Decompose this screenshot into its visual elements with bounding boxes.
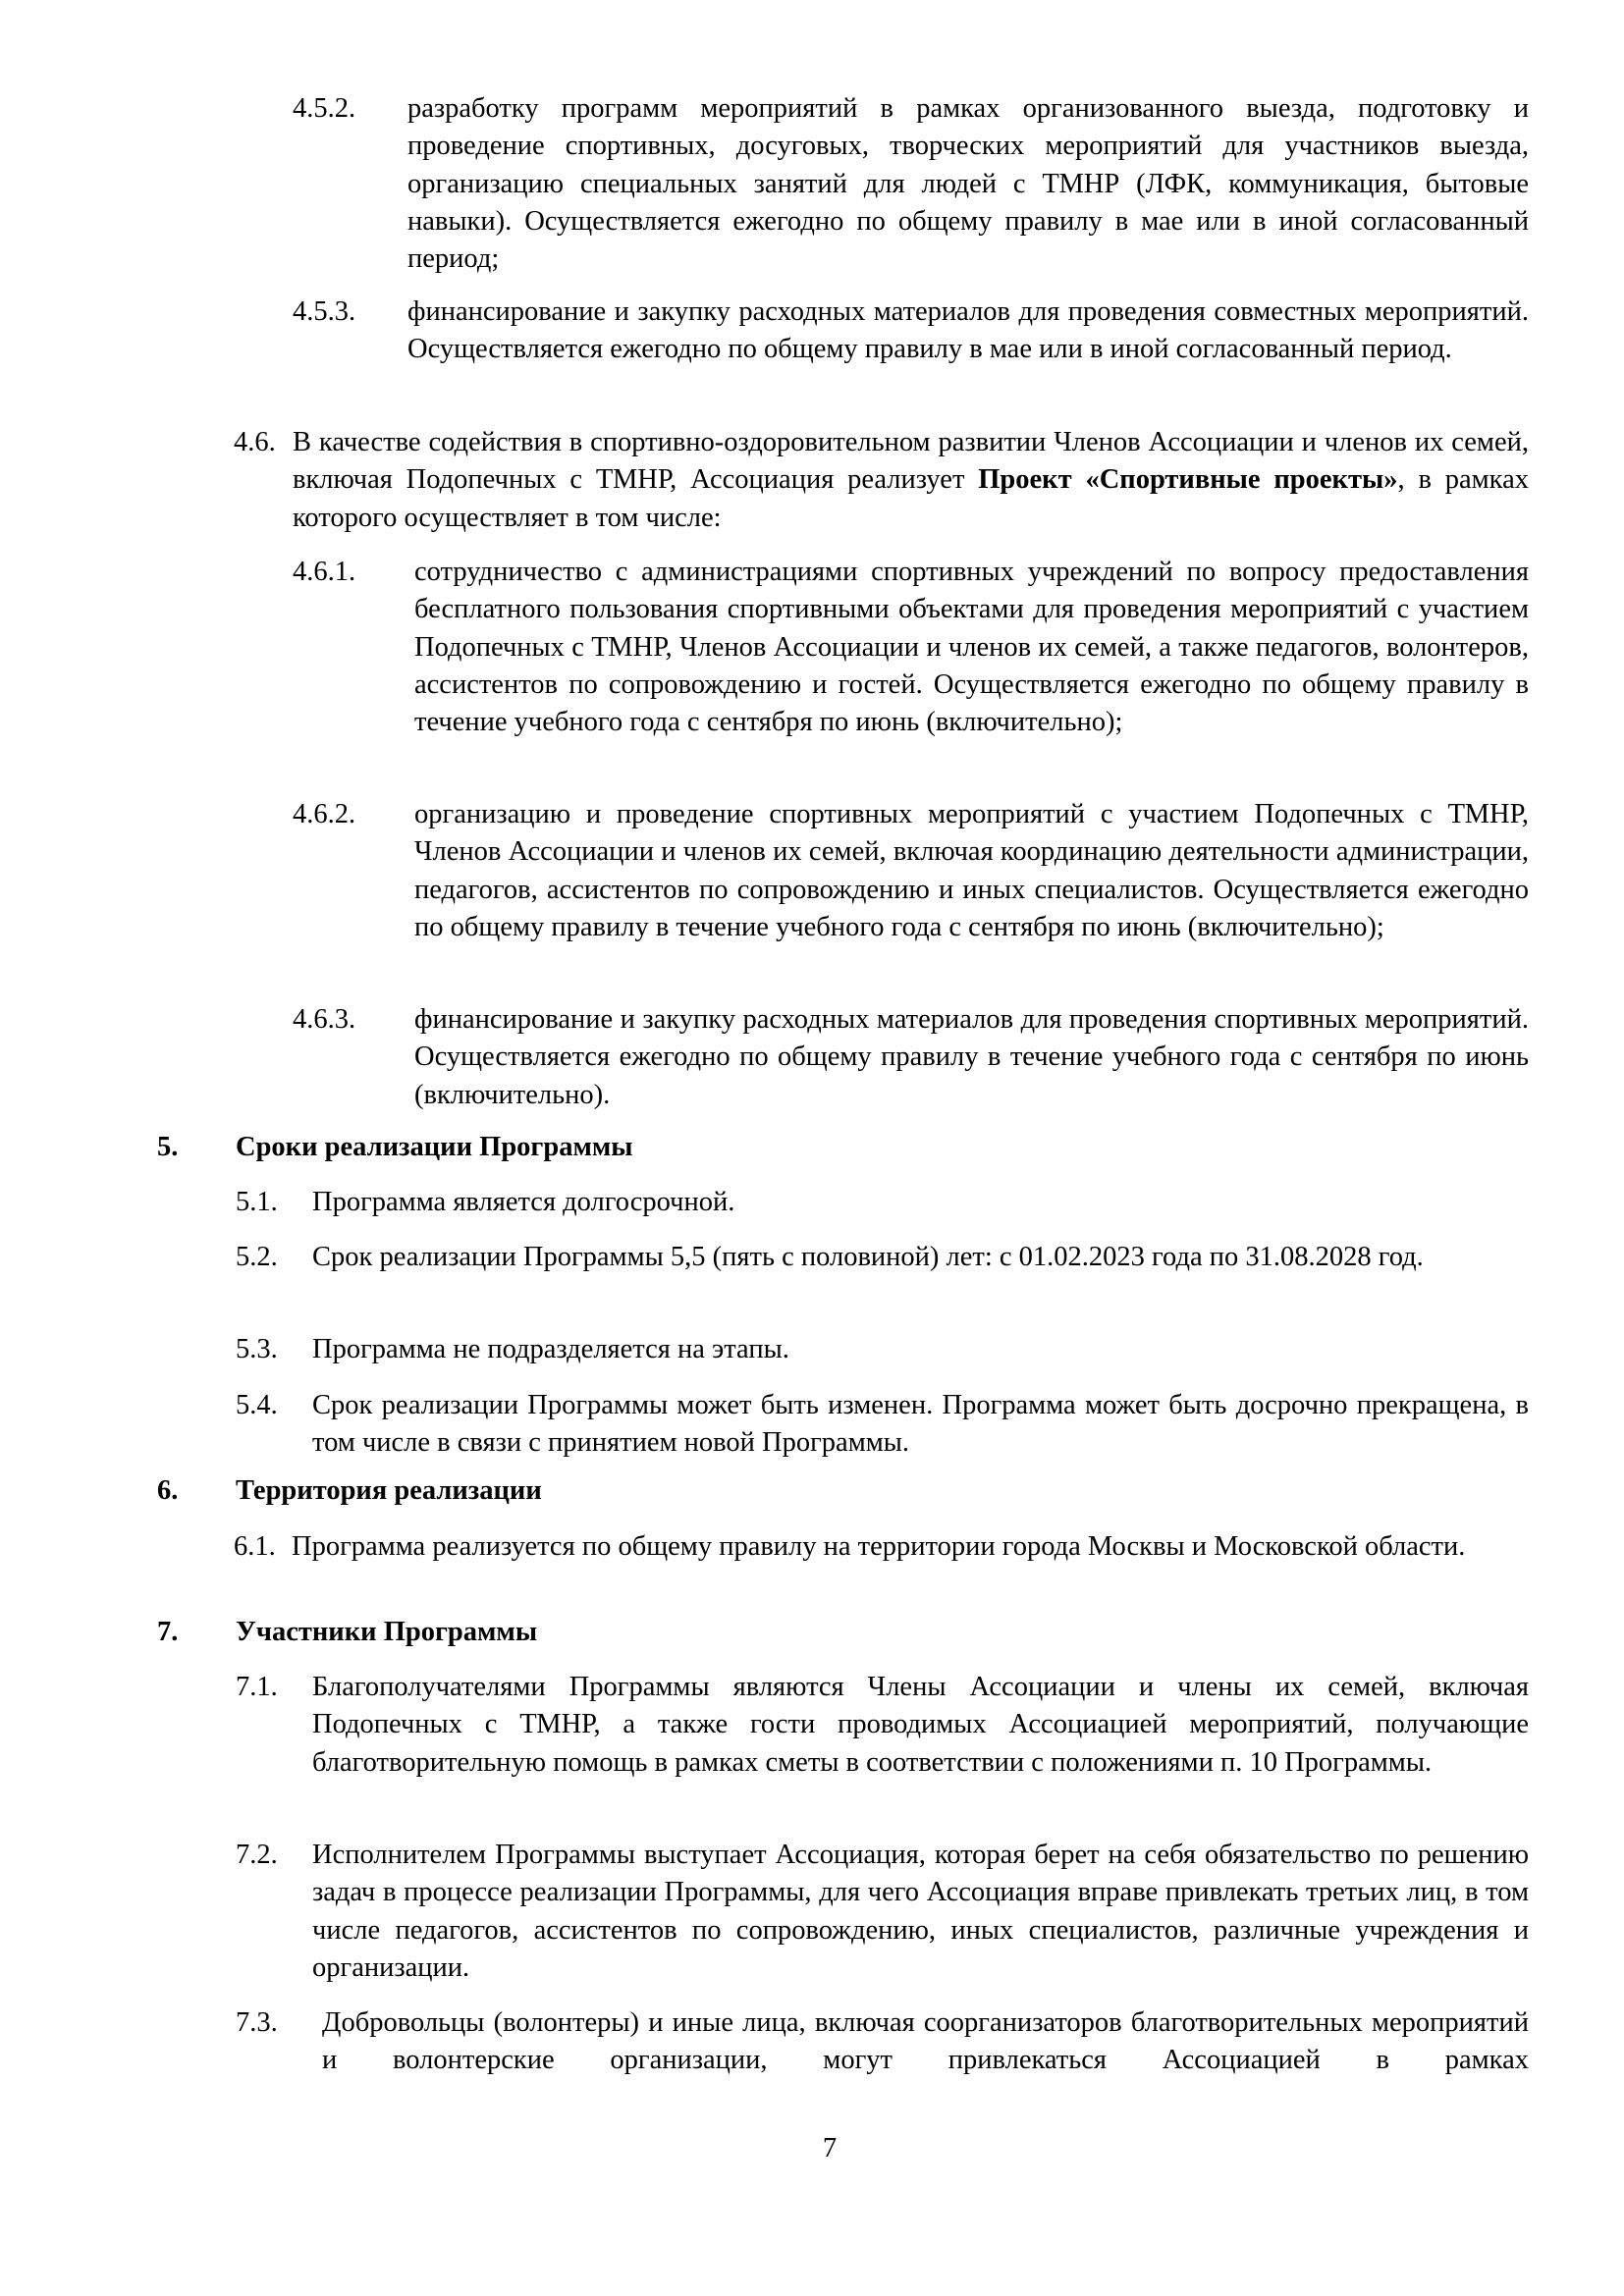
section-title: Территория реализации <box>236 1475 542 1506</box>
clause-text: финансирование и закупку расходных материалов для проведения спортивных мероприятий. Осуществляется ежегодно по общему правилу в течение учебного года с сентября по июнь (включительно). <box>414 1004 1529 1110</box>
clause-number: 7.3. <box>236 2007 278 2038</box>
clause-text: сотрудничество с администрациями спортивных учреждений по вопросу предоставления бесплатного пользования спортивными объектами для проведения мероприятий с участием Подопечных с ТМНР, Членов Ассоциации и членов их семей, а также педагогов, волонтеров, ассистентов по сопровождению и гостей. Осуществляется ежегодно по общему правилу в течение учебного года с сентября по июнь (включительно); <box>414 557 1529 738</box>
clause-text: Программа не подразделяется на этапы. <box>312 1334 789 1364</box>
clause-text: Добровольцы (волонтеры) и иные лица, включая соорганизаторов благотворительных мероприятий и волонтерские организации, могут привлекаться Ассоциацией в рамках <box>322 2007 1529 2076</box>
clause-number: 4.5.3. <box>293 296 356 327</box>
clause-text: Срок реализации Программы 5,5 (пять с половиной) лет: с 01.02.2023 года по 31.08.2028 год. <box>312 1242 1424 1272</box>
clause-number: 5.3. <box>236 1334 278 1364</box>
clause-number: 7.2. <box>236 1840 278 1870</box>
clause-number: 6.1. <box>234 1531 276 1562</box>
clause-text: финансирование и закупку расходных материалов для проведения совместных мероприятий. Осуществляется ежегодно по общему правилу в мае или в иной согласованный период. <box>407 296 1529 365</box>
clause-number: 7.1. <box>236 1672 278 1702</box>
clause-number: 5.2. <box>236 1242 278 1272</box>
clause-number: 4.6. <box>234 427 276 457</box>
section-number: 7. <box>157 1617 179 1647</box>
clause-text: Программа реализуется по общему правилу на территории города Москвы и Московской области. <box>292 1531 1466 1562</box>
clause-number: 4.6.1. <box>293 557 356 587</box>
section-number: 5. <box>157 1132 179 1162</box>
clause-number: 5.1. <box>236 1187 278 1217</box>
clause-number: 4.6.2. <box>293 799 356 829</box>
clause-text-after: , в рамках которого осуществляет в том числе: <box>293 464 1529 533</box>
clause-text: Программа является долгосрочной. <box>312 1187 735 1217</box>
clause-text: Срок реализации Программы может быть изменен. Программа может быть досрочно прекращена, в том числе в связи с принятием новой Программы. <box>312 1390 1529 1459</box>
section-number: 6. <box>157 1475 179 1506</box>
clause-text: Благополучателями Программы являются Члены Ассоциации и члены их семей, включая Подопечных с ТМНР, а также гости проводимых Ассоциацией мероприятий, получающие благотворительную помощь в рамках сметы в соответствии с положениями п. 10 Программы. <box>312 1672 1529 1778</box>
clause-text: организацию и проведение спортивных мероприятий с участием Подопечных с ТМНР, Членов Ассоциации и членов их семей, включая координацию деятельности администрации, педагогов, ассистентов по сопровождению и иных специалистов. Осуществляется ежегодно по общему правилу в течение учебного года с сентября по июнь (включительно); <box>414 799 1529 942</box>
clause-text: Исполнителем Программы выступает Ассоциация, которая берет на себя обязательство по решению задач в процессе реализации Программы, для чего Ассоциация вправе привлекать третьих лиц, в том числе педагогов, ассистентов по сопровождению, иных специалистов, различные учреждения и организации. <box>312 1840 1529 1983</box>
section-title: Сроки реализации Программы <box>236 1132 633 1162</box>
clause-text <box>293 424 1529 537</box>
project-name: Проект «Спортивные проекты» <box>978 464 1398 496</box>
clause-number: 4.6.3. <box>293 1004 356 1035</box>
clause-text-before: В качестве содействия в спортивно-оздоровительном развитии Членов Ассоциации и членов их семей, включая Подопечных с ТМНР, Ассоциация реализует <box>293 427 1529 496</box>
page-number: 7 <box>822 2133 838 2163</box>
clause-text: разработку программ мероприятий в рамках организованного выезда, подготовку и проведение спортивных, досуговых, творческих мероприятий для участников выезда, организацию специальных занятий для людей с ТМНР (ЛФК, коммуникация, бытовые навыки). Осуществляется ежегодно по общему правилу в мае или в иной согласованный период; <box>407 93 1529 275</box>
clause-number: 4.5.2. <box>293 93 356 124</box>
section-title: Участники Программы <box>236 1617 538 1647</box>
clause-number: 5.4. <box>236 1390 278 1420</box>
